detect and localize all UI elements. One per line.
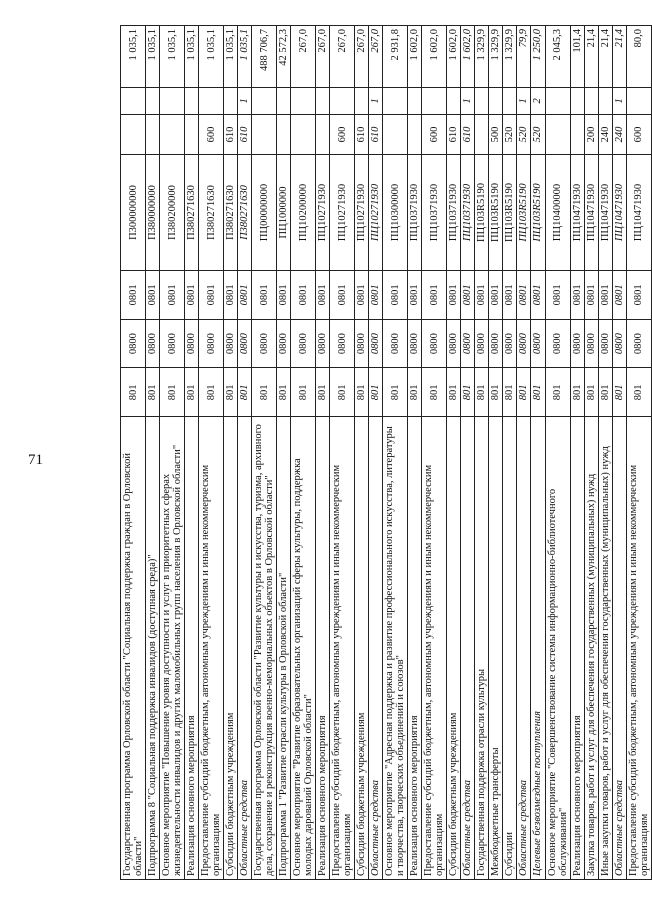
row-expense-type <box>121 114 146 154</box>
row-note: 2 <box>531 87 545 114</box>
row-target-article: ПЦ103R5190 <box>517 155 531 271</box>
row-target-article: ПЦ10371930 <box>422 155 447 271</box>
row-note <box>475 87 489 114</box>
row-target-article: ПЦ103R5190 <box>531 155 545 271</box>
row-name: Реализация основного мероприятия <box>408 417 422 880</box>
row-note <box>489 87 503 114</box>
row-target-article: ПЦ00000000 <box>252 155 277 271</box>
row-subsection: 0801 <box>146 270 160 319</box>
row-section: 0800 <box>598 319 612 368</box>
row-section: 0800 <box>447 319 461 368</box>
row-name: Государственная поддержка отрасли культуры <box>475 417 489 880</box>
row-name: Субсидии <box>503 417 517 880</box>
row-name: Предоставление субсидий бюджетным, автономным учреждениям и иным некоммерческим организациям <box>330 417 355 880</box>
table-row <box>316 26 330 880</box>
row-section: 0800 <box>355 319 369 368</box>
row-amount: 488 706,7 <box>252 26 277 88</box>
row-amount: 1 035,1 <box>224 26 238 88</box>
row-target-article: ПЦ10371930 <box>447 155 461 271</box>
row-subsection: 0801 <box>185 270 199 319</box>
row-subsection: 0801 <box>612 270 626 319</box>
row-name: Государственная программа Орловской области "Развитие культуры и искусства, туризма, архивного дела, сохранение и реконструкция военно-мемориальных объектов в Орловской области" <box>252 417 277 880</box>
row-grbs: 801 <box>570 368 584 417</box>
table-row <box>160 26 185 880</box>
table-row <box>383 26 408 880</box>
row-section: 0800 <box>316 319 330 368</box>
row-grbs: 801 <box>626 368 651 417</box>
row-name: Иные закупки товаров, работ и услуг для обеспечения государственных (муниципальных) нужд <box>598 417 612 880</box>
table-row <box>369 26 383 880</box>
row-section: 0800 <box>277 319 291 368</box>
row-amount: 1 035,1 <box>185 26 199 88</box>
table-row <box>277 26 291 880</box>
table-row <box>224 26 238 880</box>
row-amount: 1 602,0 <box>408 26 422 88</box>
row-expense-type: 610 <box>447 114 461 154</box>
row-note <box>224 87 238 114</box>
row-note <box>584 87 598 114</box>
row-target-article: ПЦ10271930 <box>369 155 383 271</box>
row-subsection: 0801 <box>383 270 408 319</box>
row-name: Областные средства <box>461 417 475 880</box>
row-subsection: 0801 <box>422 270 447 319</box>
row-subsection: 0801 <box>517 270 531 319</box>
row-expense-type <box>383 114 408 154</box>
row-grbs: 801 <box>121 368 146 417</box>
table-row <box>570 26 584 880</box>
row-note <box>545 87 570 114</box>
row-note <box>291 87 316 114</box>
row-subsection: 0801 <box>224 270 238 319</box>
row-name: Межбюджетные трансферты <box>489 417 503 880</box>
row-expense-type <box>545 114 570 154</box>
row-amount: 1 035,1 <box>146 26 160 88</box>
row-expense-type <box>475 114 489 154</box>
row-note <box>146 87 160 114</box>
row-note <box>626 87 651 114</box>
row-section: 0800 <box>252 319 277 368</box>
row-amount: 42 572,3 <box>277 26 291 88</box>
row-subsection: 0801 <box>408 270 422 319</box>
table-row <box>475 26 489 880</box>
row-target-article: ПЦ10371930 <box>408 155 422 271</box>
table-row <box>330 26 355 880</box>
row-note: 1 <box>612 87 626 114</box>
row-name: Государственная программа Орловской области "Социальная поддержка граждан в Орловской области" <box>121 417 146 880</box>
row-name: Предоставление субсидий бюджетным, автономным учреждениям и иным некоммерческим организациям <box>626 417 651 880</box>
row-grbs: 801 <box>185 368 199 417</box>
row-name: Областные средства <box>369 417 383 880</box>
row-section: 0800 <box>584 319 598 368</box>
row-target-article: ПЦ10471930 <box>570 155 584 271</box>
row-amount: 267,0 <box>355 26 369 88</box>
row-section: 0800 <box>489 319 503 368</box>
row-expense-type: 520 <box>531 114 545 154</box>
row-name: Основное мероприятие "Повышение уровня доступности и услуг в приоритетных сферах жизнедеятельности инвалидов и других маломобильных групп населения в Орловской области" <box>160 417 185 880</box>
table-row <box>531 26 545 880</box>
row-section: 0800 <box>517 319 531 368</box>
table-row <box>252 26 277 880</box>
table-row <box>185 26 199 880</box>
row-amount: 1 602,0 <box>447 26 461 88</box>
row-subsection: 0801 <box>584 270 598 319</box>
budget-table-rotated <box>120 25 650 880</box>
row-name: Реализация основного мероприятия <box>316 417 330 880</box>
row-amount: 267,0 <box>330 26 355 88</box>
row-section: 0800 <box>291 319 316 368</box>
row-section: 0800 <box>422 319 447 368</box>
row-subsection: 0801 <box>291 270 316 319</box>
row-expense-type <box>252 114 277 154</box>
row-section: 0800 <box>461 319 475 368</box>
row-amount: 21,4 <box>598 26 612 88</box>
row-note: 1 <box>461 87 475 114</box>
row-section: 0800 <box>330 319 355 368</box>
row-subsection: 0801 <box>531 270 545 319</box>
row-amount: 1 250,0 <box>531 26 545 88</box>
row-subsection: 0801 <box>489 270 503 319</box>
row-amount: 2 931,8 <box>383 26 408 88</box>
row-note <box>447 87 461 114</box>
row-expense-type <box>570 114 584 154</box>
row-subsection: 0801 <box>503 270 517 319</box>
row-expense-type <box>316 114 330 154</box>
row-amount: 101,4 <box>570 26 584 88</box>
row-note <box>160 87 185 114</box>
row-expense-type: 610 <box>461 114 475 154</box>
row-amount: 1 602,0 <box>422 26 447 88</box>
row-subsection: 0801 <box>238 270 252 319</box>
row-grbs: 801 <box>277 368 291 417</box>
row-name: Основное мероприятие "Совершенствование системы информационно-библиотечного обслуживания" <box>545 417 570 880</box>
row-note <box>570 87 584 114</box>
row-amount: 1 329,9 <box>489 26 503 88</box>
row-amount: 80,0 <box>626 26 651 88</box>
row-note <box>355 87 369 114</box>
row-target-article: ПЦ10271930 <box>316 155 330 271</box>
row-grbs: 801 <box>422 368 447 417</box>
row-expense-type <box>408 114 422 154</box>
row-target-article: П380271630 <box>199 155 224 271</box>
row-note <box>277 87 291 114</box>
row-grbs: 801 <box>316 368 330 417</box>
row-name: Реализация основного мероприятия <box>570 417 584 880</box>
row-amount: 1 035,1 <box>121 26 146 88</box>
row-section: 0800 <box>238 319 252 368</box>
row-amount: 1 329,9 <box>503 26 517 88</box>
row-subsection: 0801 <box>447 270 461 319</box>
row-subsection: 0801 <box>355 270 369 319</box>
row-grbs: 801 <box>545 368 570 417</box>
row-name: Основное мероприятие "Адресная поддержка и развитие профессионального искусства, литературы и творчества, творческих объединений и союзов" <box>383 417 408 880</box>
row-section: 0800 <box>475 319 489 368</box>
row-expense-type: 600 <box>199 114 224 154</box>
row-section: 0800 <box>199 319 224 368</box>
row-grbs: 801 <box>355 368 369 417</box>
row-note <box>199 87 224 114</box>
row-subsection: 0801 <box>461 270 475 319</box>
row-note <box>316 87 330 114</box>
row-target-article: ПЦ103R5190 <box>475 155 489 271</box>
row-note <box>598 87 612 114</box>
row-grbs: 801 <box>330 368 355 417</box>
row-grbs: 801 <box>160 368 185 417</box>
row-grbs: 801 <box>199 368 224 417</box>
row-name: Предоставление субсидий бюджетным, автономным учреждениям и иным некоммерческим организациям <box>422 417 447 880</box>
row-name: Целевые безвозмездные поступления <box>531 417 545 880</box>
row-expense-type: 600 <box>626 114 651 154</box>
row-target-article: ПЦ10371930 <box>461 155 475 271</box>
row-note <box>383 87 408 114</box>
row-subsection: 0801 <box>475 270 489 319</box>
row-target-article: П380271630 <box>185 155 199 271</box>
row-amount: 1 035,1 <box>199 26 224 88</box>
row-grbs: 801 <box>489 368 503 417</box>
row-name: Подпрограмма 1 "Развитие отрасли культуры в Орловской области" <box>277 417 291 880</box>
row-note <box>408 87 422 114</box>
row-note: 1 <box>369 87 383 114</box>
row-section: 0800 <box>121 319 146 368</box>
row-note <box>422 87 447 114</box>
row-note <box>185 87 199 114</box>
row-name: Субсидии бюджетным учреждениям <box>224 417 238 880</box>
row-expense-type <box>185 114 199 154</box>
table-row <box>598 26 612 880</box>
table-row <box>291 26 316 880</box>
row-target-article: П380200000 <box>160 155 185 271</box>
row-name: Основное мероприятие "Развитие образовательных организаций сферы культуры, поддержка молодых дарований Орловской области" <box>291 417 316 880</box>
row-expense-type: 520 <box>503 114 517 154</box>
row-target-article: ПЦ10471930 <box>626 155 651 271</box>
row-subsection: 0801 <box>369 270 383 319</box>
row-amount: 79,9 <box>517 26 531 88</box>
row-grbs: 801 <box>447 368 461 417</box>
table-row <box>422 26 447 880</box>
row-section: 0800 <box>503 319 517 368</box>
rotated-table-area <box>100 0 650 905</box>
row-section: 0800 <box>160 319 185 368</box>
row-section: 0800 <box>408 319 422 368</box>
table-row <box>146 26 160 880</box>
row-grbs: 801 <box>238 368 252 417</box>
row-grbs: 801 <box>517 368 531 417</box>
row-grbs: 801 <box>461 368 475 417</box>
row-target-article: ПЦ10471930 <box>584 155 598 271</box>
row-section: 0800 <box>626 319 651 368</box>
row-note <box>330 87 355 114</box>
table-row <box>238 26 252 880</box>
row-name: Реализация основного мероприятия <box>185 417 199 880</box>
row-grbs: 801 <box>612 368 626 417</box>
row-section: 0800 <box>185 319 199 368</box>
row-name: Областные средства <box>238 417 252 880</box>
row-section: 0800 <box>531 319 545 368</box>
row-note: 1 <box>517 87 531 114</box>
row-expense-type: 200 <box>584 114 598 154</box>
row-grbs: 801 <box>369 368 383 417</box>
row-amount: 1 329,9 <box>475 26 489 88</box>
row-amount: 1 035,1 <box>160 26 185 88</box>
table-row <box>584 26 598 880</box>
row-name: Областные средства <box>612 417 626 880</box>
row-grbs: 801 <box>252 368 277 417</box>
row-subsection: 0801 <box>121 270 146 319</box>
row-amount: 267,0 <box>291 26 316 88</box>
row-grbs: 801 <box>584 368 598 417</box>
table-row <box>408 26 422 880</box>
table-row <box>612 26 626 880</box>
row-expense-type <box>160 114 185 154</box>
row-name: Подпрограмма 8 "Социальная поддержка инвалидов (доступная среда)" <box>146 417 160 880</box>
row-target-article: П300000000 <box>121 155 146 271</box>
row-expense-type: 600 <box>330 114 355 154</box>
row-grbs: 801 <box>408 368 422 417</box>
row-grbs: 801 <box>475 368 489 417</box>
row-target-article: ПЦ103R5190 <box>503 155 517 271</box>
row-expense-type: 600 <box>422 114 447 154</box>
row-section: 0800 <box>570 319 584 368</box>
row-section: 0800 <box>224 319 238 368</box>
row-amount: 21,4 <box>584 26 598 88</box>
row-grbs: 801 <box>531 368 545 417</box>
row-expense-type <box>277 114 291 154</box>
row-expense-type: 240 <box>598 114 612 154</box>
row-subsection: 0801 <box>199 270 224 319</box>
row-amount: 267,0 <box>369 26 383 88</box>
table-row <box>461 26 475 880</box>
row-grbs: 801 <box>146 368 160 417</box>
row-expense-type: 610 <box>355 114 369 154</box>
row-target-article: ПЦ1000000 <box>277 155 291 271</box>
row-amount: 2 045,3 <box>545 26 570 88</box>
row-subsection: 0801 <box>252 270 277 319</box>
row-subsection: 0801 <box>570 270 584 319</box>
row-target-article: ПЦ10271930 <box>355 155 369 271</box>
table-row <box>121 26 146 880</box>
row-expense-type: 500 <box>489 114 503 154</box>
row-section: 0800 <box>369 319 383 368</box>
row-target-article: ПЦ10471930 <box>598 155 612 271</box>
table-row <box>503 26 517 880</box>
page-number: 71 <box>28 452 43 468</box>
row-expense-type: 240 <box>612 114 626 154</box>
row-target-article: ПЦ10271930 <box>330 155 355 271</box>
row-target-article: П380271630 <box>224 155 238 271</box>
row-subsection: 0801 <box>626 270 651 319</box>
table-row <box>199 26 224 880</box>
row-target-article: ПЦ10400000 <box>545 155 570 271</box>
row-target-article: ПЦ10200000 <box>291 155 316 271</box>
row-expense-type <box>291 114 316 154</box>
row-target-article: ПЦ103R5190 <box>489 155 503 271</box>
row-amount: 267,0 <box>316 26 330 88</box>
row-section: 0800 <box>545 319 570 368</box>
row-section: 0800 <box>146 319 160 368</box>
table-row <box>355 26 369 880</box>
row-subsection: 0801 <box>316 270 330 319</box>
row-expense-type: 610 <box>369 114 383 154</box>
row-subsection: 0801 <box>160 270 185 319</box>
table-row <box>626 26 651 880</box>
table-row <box>447 26 461 880</box>
row-grbs: 801 <box>598 368 612 417</box>
row-subsection: 0801 <box>598 270 612 319</box>
row-target-article: П380000000 <box>146 155 160 271</box>
row-note <box>503 87 517 114</box>
row-grbs: 801 <box>383 368 408 417</box>
row-note: 1 <box>238 87 252 114</box>
table-row <box>489 26 503 880</box>
row-target-article: ПЦ10471930 <box>612 155 626 271</box>
row-amount: 1 602,0 <box>461 26 475 88</box>
row-note <box>252 87 277 114</box>
row-subsection: 0801 <box>545 270 570 319</box>
row-amount: 21,4 <box>612 26 626 88</box>
row-target-article: ПЦ10300000 <box>383 155 408 271</box>
row-name: Областные средства <box>517 417 531 880</box>
row-amount: 1 035,1 <box>238 26 252 88</box>
row-expense-type: 520 <box>517 114 531 154</box>
row-name: Закупка товаров, работ и услуг для обеспечения государственных (муниципальных) нужд <box>584 417 598 880</box>
row-grbs: 801 <box>224 368 238 417</box>
row-subsection: 0801 <box>277 270 291 319</box>
row-section: 0800 <box>383 319 408 368</box>
row-expense-type: 610 <box>238 114 252 154</box>
row-name: Предоставление субсидий бюджетным, автономным учреждениям и иным некоммерческим организациям <box>199 417 224 880</box>
row-expense-type <box>146 114 160 154</box>
row-note <box>121 87 146 114</box>
row-subsection: 0801 <box>330 270 355 319</box>
row-grbs: 801 <box>503 368 517 417</box>
row-grbs: 801 <box>291 368 316 417</box>
table-row <box>517 26 531 880</box>
budget-table <box>120 25 652 880</box>
row-expense-type: 610 <box>224 114 238 154</box>
table-row <box>545 26 570 880</box>
row-section: 0800 <box>612 319 626 368</box>
row-target-article: П380271630 <box>238 155 252 271</box>
row-name: Субсидии бюджетным учреждениям <box>355 417 369 880</box>
row-name: Субсидии бюджетным учреждениям <box>447 417 461 880</box>
